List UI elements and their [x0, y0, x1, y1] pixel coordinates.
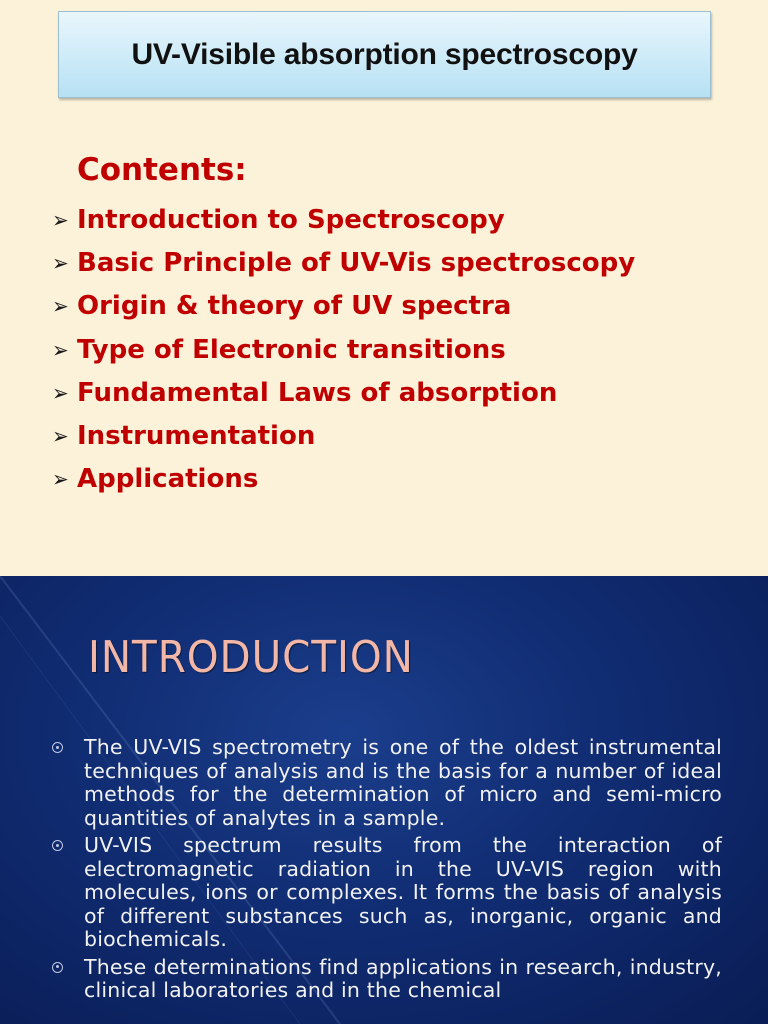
list-item: [52, 458, 635, 501]
list-item: [52, 736, 722, 830]
arrow-bullet-icon: ➢: [52, 336, 69, 363]
list-item-label: Introduction to Spectroscopy: [77, 204, 505, 235]
list-item: [52, 328, 635, 371]
list-item-label: Fundamental Laws of absorption: [77, 377, 558, 408]
arrow-bullet-icon: ➢: [52, 379, 69, 407]
bullet-text: UV-VIS spectrum results from the interaction of electromagnetic radiation in the UV-VIS region with molecules, ions or complexes. It forms the basis of analysis of different substances such as, inorganic, organic and biochemicals.: [84, 833, 722, 951]
list-item: [52, 371, 635, 414]
list-item-label: Instrumentation: [77, 421, 316, 452]
slide-introduction: [0, 576, 768, 1024]
introduction-title: INTRODUCTION: [88, 632, 414, 683]
bullet-text: These determinations find applications in research, industry, clinical laboratories and in the chemical: [84, 954, 722, 1002]
arrow-bullet-icon: ➢: [52, 422, 69, 450]
list-item-label: Basic Principle of UV-Vis spectroscopy: [77, 247, 636, 278]
contents-list: [52, 198, 635, 501]
arrow-bullet-icon: ➢: [52, 249, 69, 277]
list-item-label: Type of Electronic transitions: [77, 334, 506, 365]
list-item: [52, 834, 722, 952]
arrow-bullet-icon: ➢: [52, 206, 69, 233]
circle-bullet-icon: [52, 742, 63, 753]
contents-heading: Contents:: [77, 152, 247, 188]
arrow-bullet-icon: ➢: [52, 293, 69, 320]
list-item: [52, 956, 722, 1003]
list-item: [52, 285, 635, 328]
arrow-bullet-icon: ➢: [52, 466, 69, 493]
slide-title: UV-Visible absorption spectroscopy: [131, 37, 638, 71]
list-item: [52, 198, 635, 241]
circle-bullet-icon: [52, 962, 63, 973]
list-item: [52, 241, 635, 284]
introduction-bullets: [52, 736, 722, 1007]
title-box: [58, 11, 711, 98]
circle-bullet-icon: [52, 840, 63, 851]
list-item-label: Origin & theory of UV spectra: [77, 291, 512, 322]
list-item: [52, 414, 635, 457]
bullet-text: The UV-VIS spectrometry is one of the oldest instrumental techniques of analysis and is the basis for a number of ideal methods for the determination of micro and semi-micro quantities of analytes in a sample.: [84, 735, 722, 830]
list-item-label: Applications: [77, 464, 259, 495]
